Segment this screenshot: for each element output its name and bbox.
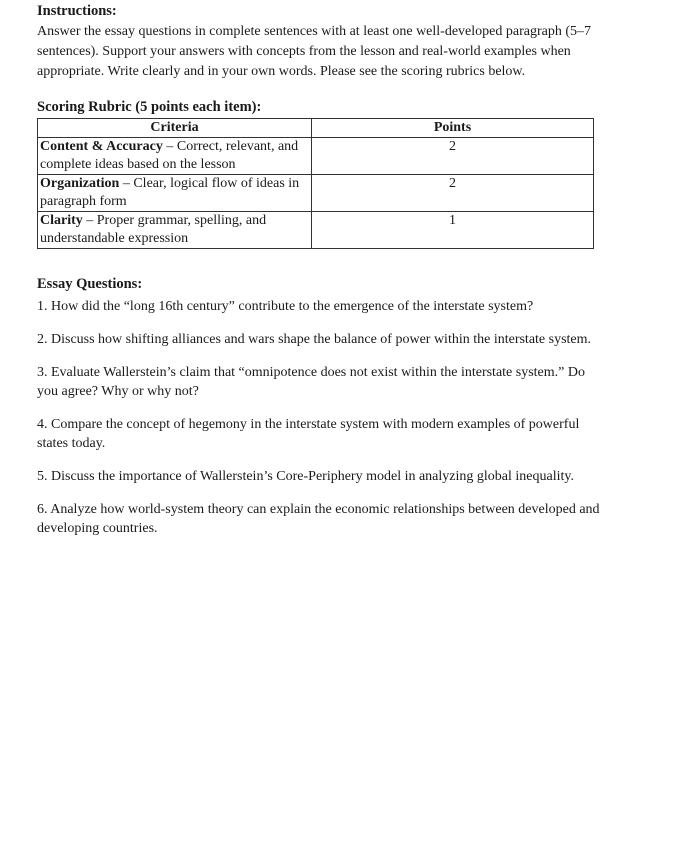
rubric-title: Scoring Rubric (5 points each item): — [37, 99, 262, 115]
criteria-cell — [38, 175, 312, 212]
criteria-description: – Clear, logical flow of ideas in paragraph form — [40, 176, 300, 209]
essay-question-list — [37, 297, 607, 538]
criteria-name: Content & Accuracy — [40, 139, 163, 154]
criteria-cell — [38, 138, 312, 175]
essay-question: 6. Analyze how world-system theory can explain the economic relationships between developed and developing countries. — [37, 502, 600, 536]
essay-question: 4. Compare the concept of hegemony in the interstate system with modern examples of powerful states today. — [37, 417, 580, 451]
criteria-name: Organization — [40, 176, 120, 191]
rubric-row — [38, 212, 594, 249]
rubric-row — [38, 138, 594, 175]
criteria-description: – Proper grammar, spelling, and understandable expression — [40, 213, 267, 246]
criteria-header: Criteria — [38, 119, 312, 138]
criteria-cell — [38, 212, 312, 249]
essay-question: 3. Evaluate Wallerstein’s claim that “omnipotence does not exist within the interstate system.” Do you agree? Why or why not? — [37, 365, 585, 399]
rubric-table — [37, 118, 594, 249]
essay-question: 5. Discuss the importance of Wallerstein’s Core-Periphery model in analyzing global inequality. — [37, 469, 574, 484]
essay-question: 2. Discuss how shifting alliances and wars shape the balance of power within the interstate system. — [37, 332, 592, 347]
essay-question: 1. How did the “long 16th century” contribute to the emergence of the interstate system? — [37, 299, 534, 314]
points-cell: 2 — [312, 138, 594, 175]
points-cell: 1 — [312, 212, 594, 249]
rubric-row — [38, 175, 594, 212]
criteria-description: – Correct, relevant, and complete ideas based on the lesson — [40, 139, 299, 172]
essay-questions-heading: Essay Questions: — [37, 276, 143, 292]
document-page — [37, 2, 627, 552]
instructions-heading: Instructions: — [37, 3, 117, 19]
rubric-header-row — [38, 119, 594, 138]
points-header: Points — [312, 119, 594, 138]
criteria-name: Clarity — [40, 213, 83, 228]
instructions-text: Answer the essay questions in complete sentences with at least one well-developed paragraph (5–7 sentences). Support your answers with concepts from the lesson and real-world examples when appropriate. Write clearly and in your own words. Please see the scoring rubrics below. — [37, 24, 591, 79]
points-cell: 2 — [312, 175, 594, 212]
